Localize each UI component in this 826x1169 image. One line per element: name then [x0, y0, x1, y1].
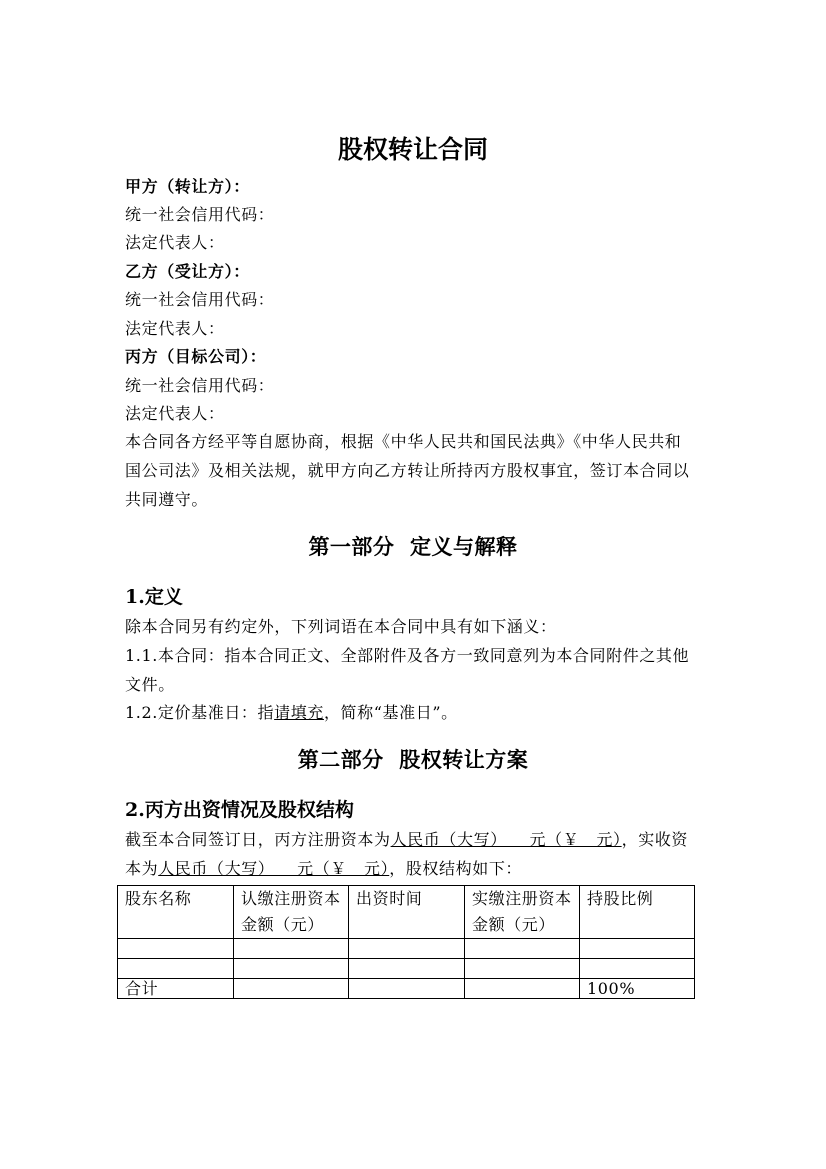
definition-1-2: [125, 703, 458, 723]
table-cell: [234, 939, 349, 959]
definition-1-2-after: ，简称“基准日”。: [323, 703, 458, 722]
party-a-legal-rep: 法定代表人：: [125, 233, 225, 252]
definition-1-1-line: 1.1.本合同：指本合同正文、全部附件及各方一致同意列为本合同附件之其他: [125, 646, 690, 665]
definition-1-2-before: 1.2.定价基准日：指: [125, 703, 275, 722]
party-b-credit-code: 统一社会信用代码：: [125, 290, 275, 309]
preamble-line: 本合同各方经平等自愿协商，根据《中华人民共和国民法典》《中华人民共和: [125, 432, 682, 451]
header-paid-in-capital: 实缴注册资本金额（元）: [465, 886, 580, 939]
table-header-row: [118, 886, 695, 939]
party-c-label: 丙方（目标公司）：: [125, 347, 267, 366]
capital-line-before: 本为: [125, 859, 159, 878]
table-cell: [349, 979, 465, 999]
section-2-title: 2.丙方出资情况及股权结构: [125, 799, 354, 821]
table-cell: [580, 959, 695, 979]
table-cell: [465, 979, 580, 999]
table-cell: [349, 939, 465, 959]
definition-1-1-line: 文件。: [125, 675, 175, 694]
table-cell: [349, 959, 465, 979]
party-b-label: 乙方（受让方）：: [125, 262, 250, 281]
header-subscribed-capital: 认缴注册资本金额（元）: [234, 886, 349, 939]
capital-line: [125, 859, 522, 879]
capital-line-after: ，实收资: [621, 830, 689, 849]
capital-line-before: 截至本合同签订日，丙方注册资本为: [125, 830, 391, 849]
capital-line-after: ，股权结构如下：: [389, 859, 523, 878]
party-a-credit-code: 统一社会信用代码：: [125, 205, 275, 224]
header-shareholding-ratio: 持股比例: [580, 886, 695, 939]
party-a-label: 甲方（转让方）：: [125, 177, 250, 196]
section-1-title: 1.定义: [125, 586, 183, 608]
table-row: [118, 939, 695, 959]
table-row: [118, 959, 695, 979]
table-cell: [465, 959, 580, 979]
table-cell: [118, 939, 234, 959]
capital-line: [125, 830, 688, 850]
paid-in-capital-blank: 人民币（大写） 元（￥ 元）: [158, 859, 390, 878]
table-cell: [234, 959, 349, 979]
total-label: 合计: [118, 979, 234, 999]
preamble-line: 国公司法》及相关法规，就甲方向乙方转让所持丙方股权事宜，签订本合同以: [125, 461, 690, 480]
registered-capital-blank: 人民币（大写） 元（￥ 元）: [390, 830, 622, 849]
fill-placeholder: 请填充: [274, 703, 324, 722]
party-b-legal-rep: 法定代表人：: [125, 319, 225, 338]
header-shareholder-name: 股东名称: [118, 886, 234, 939]
preamble-line: 共同遵守。: [125, 490, 209, 509]
part2-heading: 第二部分 股权转让方案: [297, 747, 529, 772]
definitions-intro: 除本合同另有约定外，下列词语在本合同中具有如下涵义：: [125, 617, 557, 636]
party-c-credit-code: 统一社会信用代码：: [125, 376, 275, 395]
shareholding-table: [117, 885, 695, 999]
document-title: 股权转让合同: [337, 135, 488, 164]
part1-heading: 第一部分 定义与解释: [308, 534, 518, 559]
total-ratio: 100%: [580, 979, 695, 999]
table-cell: [580, 939, 695, 959]
table-cell: [118, 959, 234, 979]
header-contribution-time: 出资时间: [349, 886, 465, 939]
party-c-legal-rep: 法定代表人：: [125, 404, 225, 423]
table-total-row: [118, 979, 695, 999]
table-cell: [234, 979, 349, 999]
table-cell: [465, 939, 580, 959]
